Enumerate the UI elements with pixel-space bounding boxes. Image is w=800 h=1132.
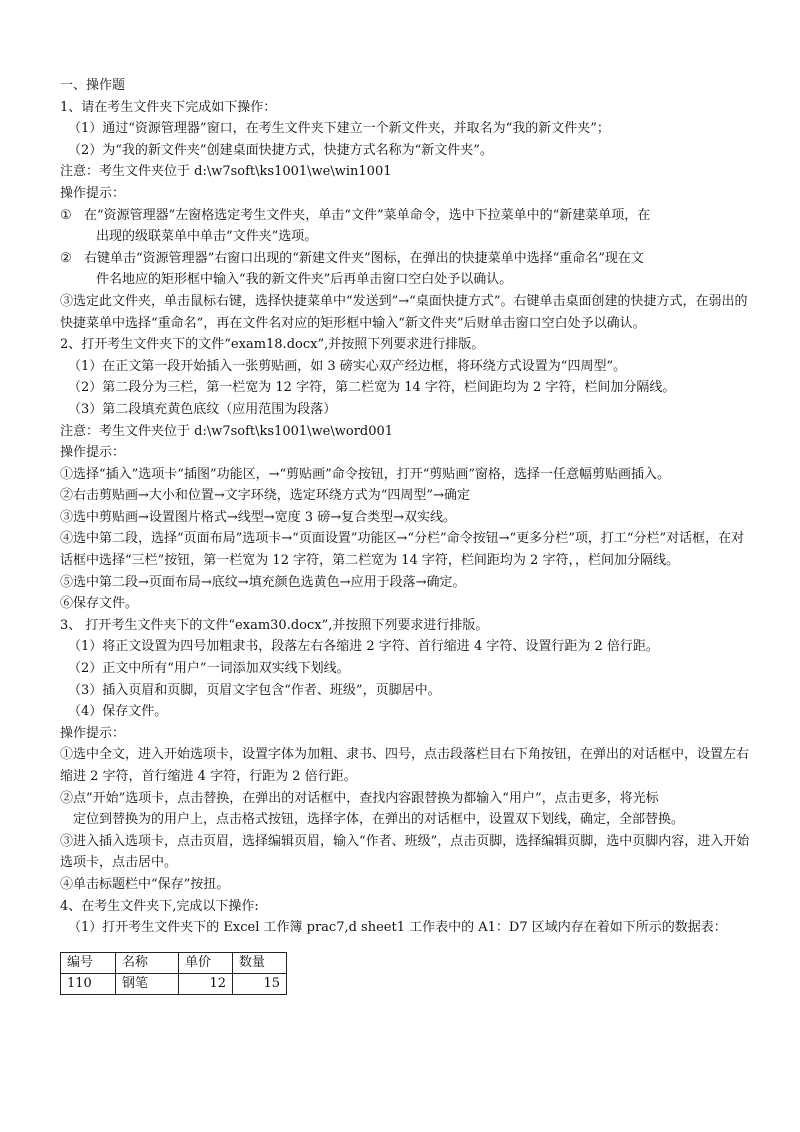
q2-title: 2、打开考生文件夹下的文件“exam18.docx”,并按照下列要求进行排版。 [60, 337, 485, 353]
q4-title: 4、在考生文件夹下,完成以下操作: [60, 898, 259, 914]
table-header-cell: 单价 [179, 952, 233, 973]
table-header-cell: 数量 [233, 952, 287, 973]
q3-item-2: （2）正文中所有“用户”一词添加双实线下划线。 [68, 661, 350, 677]
q2-hint-6: ⑥保存文件。 [60, 596, 139, 612]
table-header-row [61, 952, 287, 973]
q3-item-1: （1）将正文设置为四号加粗隶书，段落左右各缩进 2 字符、首行缩进 4 字符、设置行距为 2 倍行距。 [68, 639, 659, 655]
q2-hint-5: ⑤选中第二段→页面布局→底纹→填充颜色选黄色→应用于段落→确定。 [60, 574, 466, 590]
q2-hint-3: ③选中剪贴画→设置图片格式→线型→宽度 3 磅→复合类型→双实线。 [60, 509, 456, 525]
q3-hint-2-line2: 定位到替换为的用户上，点击格式按钮，选择字体，在弹出的对话框中，设置双下划线，确定，全部替换。 [73, 812, 685, 828]
section-title: 一、操作题 [60, 78, 126, 93]
q2-note: 注意：考生文件夹位于 d:\w7soft\ks1001\we\word001 [60, 423, 394, 439]
table-cell: 110 [61, 973, 116, 994]
q1-hint-2-line1: 右键单击“资源管理器”右窗口出现的“新建文件夹”图标，在弹出的快捷菜单中选择“重命名”现在文 [84, 250, 644, 266]
q2-hint-title: 操作提示： [60, 445, 126, 461]
q1-hint-2-line2: 件名地应的矩形框中输入“我的新文件夹”后再单击窗口空白处予以确认。 [96, 272, 513, 288]
q1-hint-2-marker: ② [60, 250, 72, 266]
table-header-cell: 名称 [116, 952, 179, 973]
q1-hint-title: 操作提示： [60, 185, 126, 201]
q2-hint-4: ④选中第二段，选择“页面布局”选项卡→“页面设置”功能区→“分栏”命令按钮→“更多分栏”项，打工“分栏”对话框，在对话框中选择“三栏”按钮，第一栏宽为 12 字符，第二栏宽为 14 字符，栏间距均为 2 字符，，栏间加分隔线。 [60, 531, 745, 569]
q1-hint-1 [60, 205, 750, 248]
q3-hint-title: 操作提示： [60, 725, 126, 741]
table-cell: 15 [233, 973, 287, 994]
q3-item-4: （4）保存文件。 [68, 704, 168, 720]
q4-item-1: （1）打开考生文件夹下的 Excel 工作簿 prac7,d sheet1 工作表中的 A1：D7 区域内存在着如下所示的数据表： [68, 920, 727, 936]
q3-hint-4: ④单击标题栏中“保存”按扭。 [60, 876, 230, 892]
q3-item-3: （3）插入页眉和页脚，页眉文字包含“作者、班级”，页脚居中。 [68, 682, 441, 698]
q2-item-1: （1）在正文第一段开始插入一张剪贴画，如 3 磅实心双产经边框，将环绕方式设置为“四周型”。 [68, 358, 627, 374]
q1-hint-2 [60, 248, 750, 291]
q1-note: 注意：考生文件夹位于 d:\w7soft\ks1001\we\win1001 [60, 164, 392, 180]
q1-hint-1-marker: ① [60, 207, 72, 223]
data-table [60, 952, 287, 995]
q2-hint-2: ②右击剪贴画→大小和位置→文字环绕，选定环绕方式为“四周型”→确定 [60, 488, 470, 504]
q3-hint-2-line1: ②点”开始”选项卡，点击替换，在弹出的对话框中，查找内容跟替换为都输入“用户”，点击更多，将光标 [60, 790, 659, 806]
document-body [60, 75, 750, 995]
q2-item-3: （3）第二段填充黄色底纹（应用范围为段落） [68, 401, 337, 417]
q1-title: 1、请在考生文件夹下完成如下操作： [60, 99, 277, 115]
q2-hint-1: ①选择“插入”选项卡“插图”功能区，→“剪贴画”命令按钮，打开“剪贴画”窗格，选择一任意幅剪贴画插入。 [60, 466, 671, 482]
table-cell: 12 [179, 973, 233, 994]
table-header-cell: 编号 [61, 952, 116, 973]
table-row [61, 973, 287, 994]
q1-item-2: （2）为“我的新文件夹”创建桌面快捷方式，快捷方式名称为“新文件夹”。 [68, 142, 493, 158]
q2-item-2: （2）第二段分为三栏，第一栏宽为 12 字符，第二栏宽为 14 字符，栏间距均为 2 字符，栏间加分隔线。 [68, 380, 676, 396]
q1-hint-3: ③选定此文件夹，单击鼠标右键，选择快捷菜单中“发送到”→“桌面快捷方式”。右键单击桌面创建的快捷方式，在弱出的快捷菜单中选择“重命名”，再在文件名对应的矩形框中输入“新文件夹”后财单击窗口空白处予以确认。 [60, 293, 748, 331]
table-cell: 钢笔 [116, 973, 179, 994]
q3-hint-3: ③进入插入选项卡，点击页眉，选择编辑页眉，输入“作者、班级”，点击页脚，选择编辑页脚，选中页脚内容，进入开始选项卡，点击居中。 [60, 833, 750, 871]
q3-hint-1: ①选中全文，进入开始选项卡，设置字体为加粗、隶书、四号，点击段落栏目右下角按钮，在弹出的对话框中，设置左右缩进 2 字符，首行缩进 4 字符，行距为 2 倍行距。 [60, 747, 750, 784]
q1-hint-1-line1: 在“资源管理器”左窗格选定考生文件夹，单击“文件”菜单命令，选中下拉菜单中的“新建菜单项，在 [84, 207, 651, 223]
q1-hint-1-line2: 出现的级联菜单中单击“文件夹”选项。 [96, 229, 318, 245]
q1-item-1: （1）通过“资源管理器”窗口，在考生文件夹下建立一个新文件夹，并取名为“我的新文件夹”； [68, 121, 610, 137]
q3-title: 3、 打开考生文件夹下的文件“exam30.docx”,并按照下列要求进行排版。 [60, 617, 489, 633]
